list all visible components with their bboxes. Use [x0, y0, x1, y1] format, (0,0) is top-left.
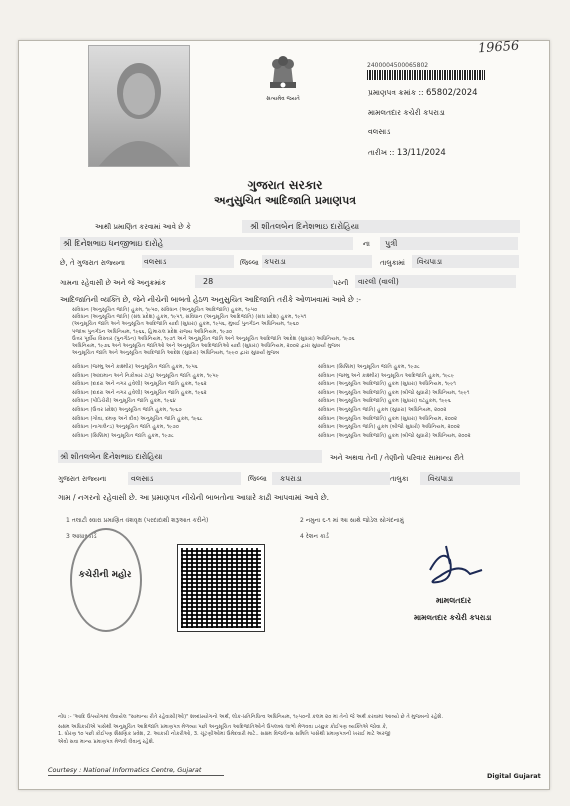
- basis-item-1: 1 તલાટી સ્વારા પ્રમાણિત વંશવૃક્ષ (પરદાદાથી શરૂઆત કરીને): [66, 517, 209, 524]
- family-state-label: ગુજરાત રાજ્યના: [58, 475, 107, 483]
- resident-label: ગામના રહેવાસી છે અને જે અનુક્રમાંક: [60, 279, 166, 287]
- order-line: ઉત્તર પૂર્વીય વિસ્તાર (પુનર્ગઠન) અધિનિયમ, ૧૯૭૧ અને અનુસૂચિત જાતિ અને અનુસૂચિત આદિજાતિ આદેશ (સુધારા) અધિનિયમ, ૧૯૭૬: [72, 335, 355, 342]
- family-district-label: જિલ્લા: [248, 475, 267, 483]
- order-left-item: સંવિધાન (દાદરા અને નગર હવેલી) અનુસૂચિત જાતિ હુકમ, ૧૯૬૨: [72, 389, 207, 396]
- orders-left-column: [72, 363, 282, 440]
- footer-note-3: 1. ધોરણ ૧૦ પછી કોઈપણ શૈક્ષણિક પ્રવેશ, 2. આકારી નોકરીઓ, 3. ચૂંટણીઓમાં ઉમેદવારી માટે.. સક્ષમ વિજલેન્સ સમિતિ પાસેથી પ્રમાણપત્રની ખરાઈ માટે અરજી: [58, 731, 391, 738]
- order-right-item: સંવિધાન (અનુસૂચિત આદિજાતિ) હુકમ (સુધારા) અધિનિયમ, ૨૦૦૨: [318, 415, 458, 422]
- order-left-item: સંવિધાન (દાદરા અને નગર હવેલી) અનુસૂચિત જાતિ હુકમ, ૧૯૬૨: [72, 381, 207, 388]
- footer-note-1: નોંધ :- 'આદિ ઉપયોગમાં લેવાયેલ "સામાન્ય રીતે રહેવાસી(ઓ)" શબ્દપ્રયોગનો અર્થ, લોક-પ્રતિનિધિત્વ અધિનિયમ, ૧૯૫૦ની કલમ ૨૦ માં તેનો જે અર્થ કરવામાં આવ્યો છે તે મુજબનો રહેશે.: [58, 714, 443, 720]
- cert-no-row: પ્રમાણપત્ર ક્રમાંક :: 65802/2024: [368, 88, 478, 98]
- basis-item-3: 3 આધારકાર્ડ: [66, 533, 97, 540]
- order-right-item: સંવિધાન (અનુસૂચિત આદિજાતિ) હુકમ (સુધારા) વટહુકમ, ૧૯૯૬: [318, 398, 451, 405]
- family-resident-line: ગામ / નગરનો રહેવાસી છે. આ પ્રમાણપત્ર નીચેની બાબતોના આધારે કાઢી આપવામાં આવે છે.: [58, 493, 330, 502]
- family-taluka-label: તાલુકા: [390, 475, 409, 483]
- order-right-item: સંવિધાન (અનુસૂચિત જાતિ) હુકમ (બીજો સુધારો) અધિનિયમ, ૨૦૦૨: [318, 424, 460, 431]
- order-left-item: સંવિધાન (ગોવા, દમણ અને દીવ) અનુસૂચિત જાતિ હુકમ, ૧૯૬૮: [72, 415, 203, 422]
- family-name: શ્રી શીતલબેન દિનેશભાઇ દારોહિયા: [58, 450, 322, 463]
- tribe-line: આદિજાતિની વ્યક્તિ છે, જેને નીચેની બાબતો હેઠળ અનુસુચિત આદિજાતિ તરીકે ઓળખવામાં આવે છે :-: [60, 295, 362, 304]
- order-line: અધિનિયમ, ૧૯૭૬ અને અનુસૂચિત જાતિઓ અને અનુસૂચિત આદિજાતિઓ યાદી (સુધારા) અધિનિયમ, ૨૦૦૨ દ્વારા સુધાર્યા મુજબ: [72, 343, 341, 350]
- footer-note-4: એવો સવા માન્ય પ્રમાણપત્ર મેળવી લેવાનું રહેશે.: [58, 738, 155, 745]
- district-label: જિલ્લા: [240, 259, 259, 267]
- district-value: વલસાડ: [142, 255, 234, 268]
- order-right-item: સંવિધાન (જમ્મુ અને કાશ્મીર) અનુસૂચિત આદિજાતિ હુકમ, ૧૯૮૯: [318, 372, 455, 379]
- order-right-item: સંવિધાન (સિક્કિમ) અનુસૂચિત જાતિ હુકમ, ૧૯૭૮: [318, 364, 420, 370]
- cert-no-label: પ્રમાણપત્ર ક્રમાંક: [368, 88, 417, 97]
- taluka-value: કપરાડા: [262, 255, 372, 268]
- order-right-item: સંવિધાન (અનુસૂચિત આદિજાતિ) હુકમ (બીજો સુધારો) અધિનિયમ, ૨૦૦૨: [318, 432, 471, 439]
- certify-line: આથી પ્રમાણિત કરવામાં આવે છે કે: [95, 223, 191, 231]
- order-right-item: સંવિધાન (અનુસૂચિત આદિજાતિ) હુકમ (સુધારા) અધિનિયમ, ૧૯૯૧: [318, 381, 456, 388]
- family-village: વિંચપાડા: [420, 472, 520, 485]
- order-left-item: સંવિધાન (આંદામાન અને નિકોબાર ટાપુ) અનુસૂચિત જાતિ હુકમ, ૧૯૫૯: [72, 372, 219, 379]
- village-value: વિંચપાડા: [412, 255, 519, 268]
- signatory-title: મામલતદાર: [436, 596, 472, 605]
- date-value: 13/11/2024: [396, 148, 446, 158]
- order-left-item: સંવિધાન (નાગાલેન્ડ) અનુસૂચિત જાતિ હુકમ, ૧૯૭૦: [72, 424, 180, 431]
- order-line: પંજાબ પુનર્ગઠન અધિનિયમ, ૧૯૬૬, હિમાચલ પ્રદેશ રાજ્ય અધિનિયમ, ૧૯૭૦: [72, 328, 233, 335]
- header-district: વલસાડ: [368, 127, 391, 136]
- relation-value: પુત્રી: [380, 237, 518, 250]
- emblem-caption: સત્યમેવ જયતે: [266, 96, 300, 102]
- caste-label: પરની: [333, 279, 349, 287]
- footer-note-2: સક્ષમ અધિકારીએ પાસેથી અનુસૂચિત આદિજાતિ પ્રમાણપત્ર મેળવ્યા પછી અનુસૂચિત આદિજાતિઓને ઉપલબ્ધ લાભો મેળવવા ઇચ્છુક કોઈપણ વ્યક્તિએ જોવા કે,: [58, 724, 388, 731]
- order-line: અનુસૂચિત જાતિ અને અનુસૂચિત આદિજાતિ આદેશ (સુધારા) અધિનિયમ, ૧૯૯૦ દ્વારા સુધાર્યા મુજબ: [72, 350, 280, 357]
- qr-code: [178, 545, 264, 631]
- courtesy-text: Courtesy : National Informatics Centre, Gujarat: [48, 766, 202, 774]
- relation-label: ના: [363, 240, 370, 248]
- footer-notes: [58, 714, 518, 746]
- caste-value: વારલી (વાલી): [355, 275, 516, 288]
- ashoka-emblem-icon: [258, 52, 308, 96]
- father-name: શ્રી દિનેશભાઇ ધનજીભાઇ દારોહે: [60, 237, 353, 250]
- family-district: વલસાડ: [128, 472, 241, 485]
- family-taluka: કપરાડા: [272, 472, 390, 485]
- taluka-label: તાલુકામાં: [380, 259, 405, 267]
- date-row: તારીખ :: 13/11/2024: [368, 148, 446, 158]
- serial-value: 28: [195, 275, 333, 288]
- barcode: [367, 70, 485, 80]
- basis-item-2: 2 નમુના ૬-૧ માં આ સાથે જોડેલ સોગંદનામું: [300, 517, 404, 524]
- signature: [420, 540, 490, 590]
- person-silhouette-icon: [89, 46, 189, 166]
- person-name: શ્રી શીતલબેન દિનેશભાઇ દારોહિયા: [242, 220, 520, 233]
- handwritten-number: 19656: [477, 38, 520, 57]
- order-line: (અનુસૂચિત જાતિ અને અનુસૂચિત આદિજાતિ યાદી (સુધારા) હુકમ, ૧૯૫૬, મુંબઈ પુનર્ગઠન અધિનિયમ, ૧૯૬૦: [72, 321, 299, 328]
- applicant-photo: [88, 45, 190, 167]
- order-left-item: સંવિધાન (સિક્કિમ) અનુસૂચિત જાતિ હુકમ, ૧૯૭૮: [72, 432, 174, 439]
- cert-no-value: 65802/2024: [425, 88, 478, 98]
- order-right-item: સંવિધાન (અનુસૂચિત આદિજાતિ) હુકમ (બીજો સુધારો) અધિનિયમ, ૧૯૯૧: [318, 389, 470, 396]
- state-label: છે, તે ગુજરાત રાજ્યના: [60, 259, 125, 267]
- order-line: સંવિધાન (અનુસૂચિત જાતિ) (સંઘ પ્રદેશ) હુકમ, ૧૯૫૧, સંવિધાન (અનુસૂચિત આદિજાતિ) (સંઘ પ્રદેશ) હુકમ, ૧૯૫૧: [72, 314, 307, 321]
- seal-text: કચેરીની મહોર: [78, 570, 132, 580]
- brand-text: Digital Gujarat: [487, 772, 541, 780]
- date-label: તારીખ: [368, 148, 387, 157]
- courtesy-underline: [48, 775, 224, 776]
- basis-item-4: 4 રેશન કાર્ડ: [300, 533, 329, 540]
- order-left-item: સંવિધાન (પોંડિચેરી) અનુસૂચિત જાતિ હુકમ, ૧૯૬૪: [72, 398, 176, 405]
- orders-paragraph: [72, 307, 522, 357]
- orders-right-column: [318, 363, 528, 440]
- order-left-item: સંવિધાન (ઉત્તર પ્રદેશ) અનુસૂચિત જાતિ હુકમ, ૧૯૬૭: [72, 406, 182, 413]
- order-line: સંવિધાન (અનુસૂચિત જાતિ) હુકમ, ૧૯૫૦, સંવિધાન (અનુસૂચિત આદિજાતિ) હુકમ, ૧૯૫૦: [72, 307, 258, 313]
- order-right-item: સંવિધાન (અનુસૂચિત જાતિ) હુકમ (સુધારા) અધિનિયમ, ૨૦૦૨: [318, 406, 447, 413]
- office-seal: [70, 528, 142, 632]
- order-left-item: સંવિધાન (જમ્મુ અને કાશ્મીર) અનુસૂચિત જાતિ હુકમ, ૧૯૫૬: [72, 364, 198, 370]
- office-name: મામલતદાર કચેરી કપરાડા: [368, 108, 445, 117]
- gov-title: ગુજરાત સરકાર: [247, 178, 323, 192]
- family-suffix: અને અથવા તેની / તેણીનો પરિવાર સામાન્ય રીતે: [330, 454, 464, 462]
- barcode-number: 2400004500065802: [367, 62, 429, 69]
- certificate-title: અનુસુચિત આદિજાતિ પ્રમાણપત્ર: [213, 194, 357, 207]
- signatory-office: મામલતદાર કચેરી કપરાડા: [414, 613, 492, 622]
- national-emblem: [258, 52, 308, 104]
